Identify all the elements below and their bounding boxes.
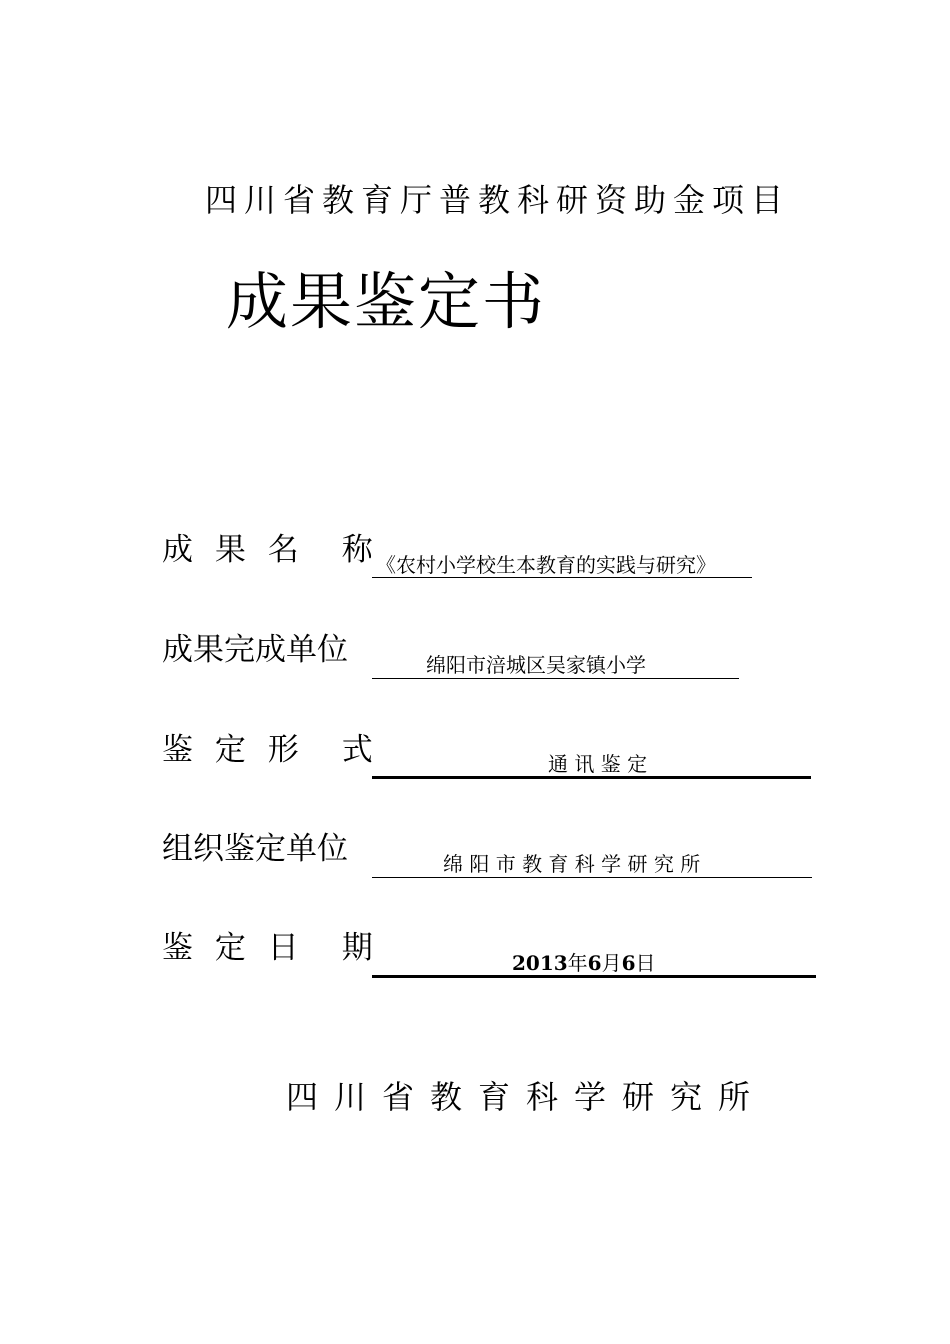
- field-underline-appraisal-date: [372, 975, 816, 978]
- field-label-achievement-name: 成 果 名 称: [162, 532, 379, 568]
- project-header: 四川省教育厅普教科研资助金项目: [205, 181, 791, 219]
- field-value-completing-unit: 绵阳市涪城区吴家镇小学: [426, 653, 646, 677]
- field-underline-achievement-name: [372, 577, 752, 578]
- field-label-organizing-unit: 组织鉴定单位: [162, 831, 348, 867]
- field-label-appraisal-date: 鉴 定 日 期: [162, 930, 379, 966]
- field-label-appraisal-form: 鉴 定 形 式: [162, 732, 379, 768]
- field-value-organizing-unit: 绵 阳 市 教 育 科 学 研 究 所: [443, 852, 701, 876]
- date-year: 2013: [512, 951, 568, 975]
- field-underline-appraisal-form: [372, 776, 811, 779]
- date-month: 6: [587, 951, 602, 975]
- date-day: 6: [621, 951, 636, 975]
- date-month-unit: 月: [601, 951, 622, 975]
- field-underline-organizing-unit: [372, 877, 812, 878]
- field-label-completing-unit: 成果完成单位: [162, 632, 348, 668]
- field-value-achievement-name: 《农村小学校生本教育的实践与研究》: [376, 553, 716, 577]
- field-underline-completing-unit: [372, 678, 739, 679]
- date-year-unit: 年: [567, 951, 588, 975]
- issuing-institute: 四川省教育科学研究所: [286, 1078, 767, 1116]
- date-day-unit: 日: [635, 951, 656, 975]
- field-value-appraisal-form: 通 讯 鉴 定: [548, 752, 648, 776]
- field-value-appraisal-date: [512, 949, 656, 977]
- document-title: 成果鉴定书: [226, 265, 547, 338]
